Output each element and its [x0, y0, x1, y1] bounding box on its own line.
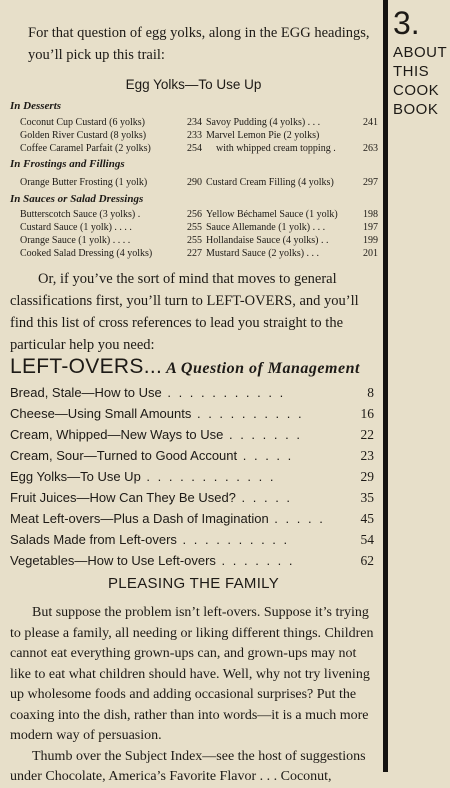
chapter-sidebar [393, 6, 449, 119]
leftovers-item: Vegetables—How to Use Left-overs . . . . . . . 62 [10, 553, 374, 568]
leftovers-item: Bread, Stale—How to Use . . . . . . . . . . . 8 [10, 385, 374, 400]
book-page: 3. ABOUT THIS COOK BOOK For that question of egg yolks, along in the EGG headings, you’ll pick up this trail: Egg Yolks—To Use Up In Desserts Coconut Cup Custard (6 yolks) 234 Savoy Pudding (4 yolks) . . . 241 Golden River Custard (8 yolks) 233 Marvel Lemon Pie (2 yolks) Coffee Caramel Parfait (2 yolks) 254 with whipped cream topping . 263 In Frostings and Fillings Orange Butter Frosting (1 yolk) 290 Custard Cream Filling (4 yolks) 297 In Sauces or Salad Dressings Butterscotch Sauce (3 yolks) . 256 Yellow Béchamel Sauce (1 yolk) 198 Custard Sauce (1 yolk) . . . . 255 Sauce Allemande (1 yolk) . . . 197 Orange Sauce (1 yolk) . . . . 255 Hollandaise Sauce (4 yolks) . . 199 Cooked Salad Dressing (4 yolks) 227 Mustard Sauce (2 yolks) . . . 201 Or, if you’ve the sort of mind that moves to general classifications first, you’ll turn to LEFT-OVERS, and you’ll find this list of cross references to lead you straight to the particular help you need: LEFT-OVERS... A Question of Management Bread, Stale—How to Use . . . . . . . . . . . 8 Cheese—Using Small Amounts . . . . . . . . . . 16 Cream, Whipped—New Ways to Use . . . . . . . 22 Cream, Sour—Turned to Good Account . . . . . 23 Egg Yolks—To Use Up . . . . . . . . . . . . 29 Fruit Juices—How Can They Be Used? . . . . . 35 Meat Left-overs—Plus a Dash of Imagination . . . . . 45 Salads Made from Left-overs . . . . . . . . . . 54 Vegetables—How to Use Left-overs . . . . . . . 62 PLEASING THE FAMILY But suppose the problem isn’t left-overs. Suppose it’s trying to please a family, all needing or liking different things. Children cannot eat everything grown-ups can, and grown-ups may not like to eat what children should have. Well, why not try livening up wholesome foods and adding occasional surprises? Put the coaxing into the dish, rather than into words—it is a much more modern way of persuasion. Thumb over the Subject Index—see the host of suggestions under Chocolate, America’s Favorite Flavor . . . Coconut, [0, 0, 450, 772]
egg-yolks-heading: Egg Yolks—To Use Up [125, 77, 262, 92]
leftovers-item: Egg Yolks—To Use Up . . . . . . . . . . . . 29 [10, 469, 374, 484]
leftovers-item: Cream, Sour—Turned to Good Account . . . . . 23 [10, 448, 374, 463]
leftovers-heading: LEFT-OVERS... A Question of Management [10, 355, 360, 378]
leftovers-item: Cheese—Using Small Amounts . . . . . . . . . . 16 [10, 406, 374, 421]
chapter-title: ABOUT THIS COOK BOOK [393, 44, 448, 118]
vertical-rule [383, 0, 388, 772]
pleasing-family-heading: PLEASING THE FAMILY [107, 575, 280, 592]
leftovers-item: Salads Made from Left-overs . . . . . . . . . . 54 [10, 532, 374, 547]
family-paragraph: But suppose the problem isn’t left-overs. Suppose it’s trying to please a family, all needing or liking different things. Children cannot eat everything grown-ups can, and grown-ups may not like to eat what children should have. Well, why not try livening up wholesome foods and adding occasional surprises? Put the coaxing into the dish, rather than into words—it is a much more modern way of persuasion. Thumb over the Subject Index—see the host of suggestions under Chocolate, America’s Favorite Flavor . . . Coconut, [10, 605, 374, 784]
leftovers-item: Cream, Whipped—New Ways to Use . . . . . . . 22 [10, 427, 374, 442]
leftovers-item: Fruit Juices—How Can They Be Used? . . . . . 35 [10, 490, 374, 505]
classification-paragraph: Or, if you’ve the sort of mind that moves to general classifications first, you’ll turn to LEFT-OVERS, and you’ll find this list of cross references to lead you straight to the particular help you need: [10, 271, 359, 353]
chapter-number: 3. [393, 5, 420, 41]
category-heading: In Sauces or Salad Dressings [10, 193, 144, 205]
leftovers-item: Meat Left-overs—Plus a Dash of Imagination . . . . . 45 [10, 511, 374, 526]
intro-paragraph: For that question of egg yolks, along in the EGG headings, you’ll pick up this trail: [28, 25, 370, 63]
category-heading: In Frostings and Fillings [10, 158, 125, 170]
category-heading: In Desserts [10, 100, 62, 112]
